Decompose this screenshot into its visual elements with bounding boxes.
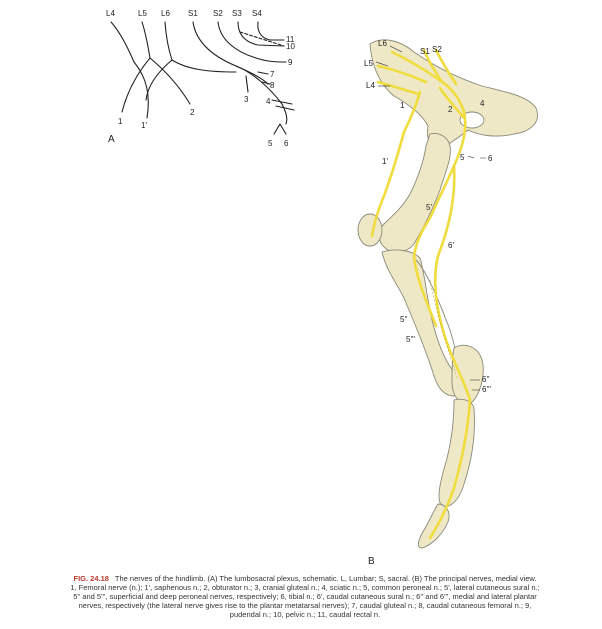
branch-6-label: 6 xyxy=(284,139,289,148)
branch-3-line xyxy=(246,76,248,92)
branch-10-label: 10 xyxy=(286,42,295,51)
patella-bone xyxy=(358,214,382,246)
branch-4-label: 4 xyxy=(266,97,271,106)
root-l6-line xyxy=(165,22,172,60)
branch-3-label: 3 xyxy=(244,95,249,104)
root-s1-line xyxy=(193,22,268,84)
pelvis-bone xyxy=(370,40,538,150)
panel-a-label: A xyxy=(108,134,115,145)
label-l5: L5 xyxy=(364,59,373,68)
label-1prime: 1' xyxy=(382,157,388,166)
branch-7-line xyxy=(258,72,268,74)
branch-2-label: 2 xyxy=(190,108,195,117)
hindlimb-diagram xyxy=(330,30,602,570)
label-l4: L4 xyxy=(366,81,375,90)
branch-5-6-line xyxy=(274,124,286,134)
label-4: 4 xyxy=(480,99,485,108)
branch-5-label: 5 xyxy=(268,139,273,148)
root-l5-label: L5 xyxy=(138,9,147,18)
root-l6-label: L6 xyxy=(161,9,170,18)
root-l4-line xyxy=(111,22,134,62)
label-5: 5 xyxy=(460,153,465,162)
root-s1-label: S1 xyxy=(188,9,198,18)
label-s1: S1 xyxy=(420,47,430,56)
panel-b-label: B xyxy=(368,556,375,567)
root-l4-label: L4 xyxy=(106,9,115,18)
label-l6: L6 xyxy=(378,39,387,48)
label-5prime: 5' xyxy=(426,203,432,212)
root-l5-line xyxy=(142,22,150,58)
root-s3-label: S3 xyxy=(232,9,242,18)
caption-text: The nerves of the hindlimb. (A) The lumbosacral plexus, schematic. L, Lumbar; S, sacral. (B) The principal nerves, medial view. 1, Femoral nerve (n.); 1', saphenous n.; 2, obturator n.; 3, cranial gluteal n.; 4, sciatic n.; 5, common peroneal n.; 5', lateral cutaneous sural n.; 5'' and 5''', superficial and deep peroneal nerves, respectively; 6, tibial n.; 6', caudal cutaneous sural n.; 6'' and 6''', medial and lateral plantar nerves, respectively (the lateral nerve gives rise to the plantar metatarsal nerves); 7, caudal gluteal n.; 8, caudal cutaneous femoral n.; 9, pudendal n.; 10, pelvic n.; 11, caudal rectal n. xyxy=(70,574,540,619)
root-s4-label: S4 xyxy=(252,9,262,18)
branch-10-line xyxy=(240,32,284,46)
root-s2-label: S2 xyxy=(213,9,223,18)
label-2: 2 xyxy=(448,105,453,114)
label-1: 1 xyxy=(400,101,405,110)
plexus-schematic xyxy=(0,0,330,160)
leader-5-6 xyxy=(468,156,486,158)
figure-caption xyxy=(70,574,540,619)
femur-bone xyxy=(379,134,450,253)
branch-11-label: 11 xyxy=(286,35,295,44)
figure-number: FIG. 24.18 xyxy=(73,574,109,583)
label-6: 6 xyxy=(488,154,493,163)
tibia-bone xyxy=(382,250,463,396)
branch-8-label: 8 xyxy=(270,81,275,90)
label-5pp: 5'' xyxy=(400,315,408,324)
label-6pp: 6'' xyxy=(482,375,490,384)
label-6ppp: 6''' xyxy=(482,385,492,394)
root-s2-line xyxy=(218,22,286,62)
branch-1-label: 1 xyxy=(118,117,123,126)
branch-1prime-label: 1' xyxy=(141,121,147,130)
branch-7-label: 7 xyxy=(270,70,275,79)
root-s4-line xyxy=(258,22,284,40)
label-s2: S2 xyxy=(432,45,442,54)
label-6prime: 6' xyxy=(448,241,454,250)
branch-9-label: 9 xyxy=(288,58,293,67)
label-5ppp: 5''' xyxy=(406,335,416,344)
plexus-cross-3 xyxy=(150,58,190,104)
